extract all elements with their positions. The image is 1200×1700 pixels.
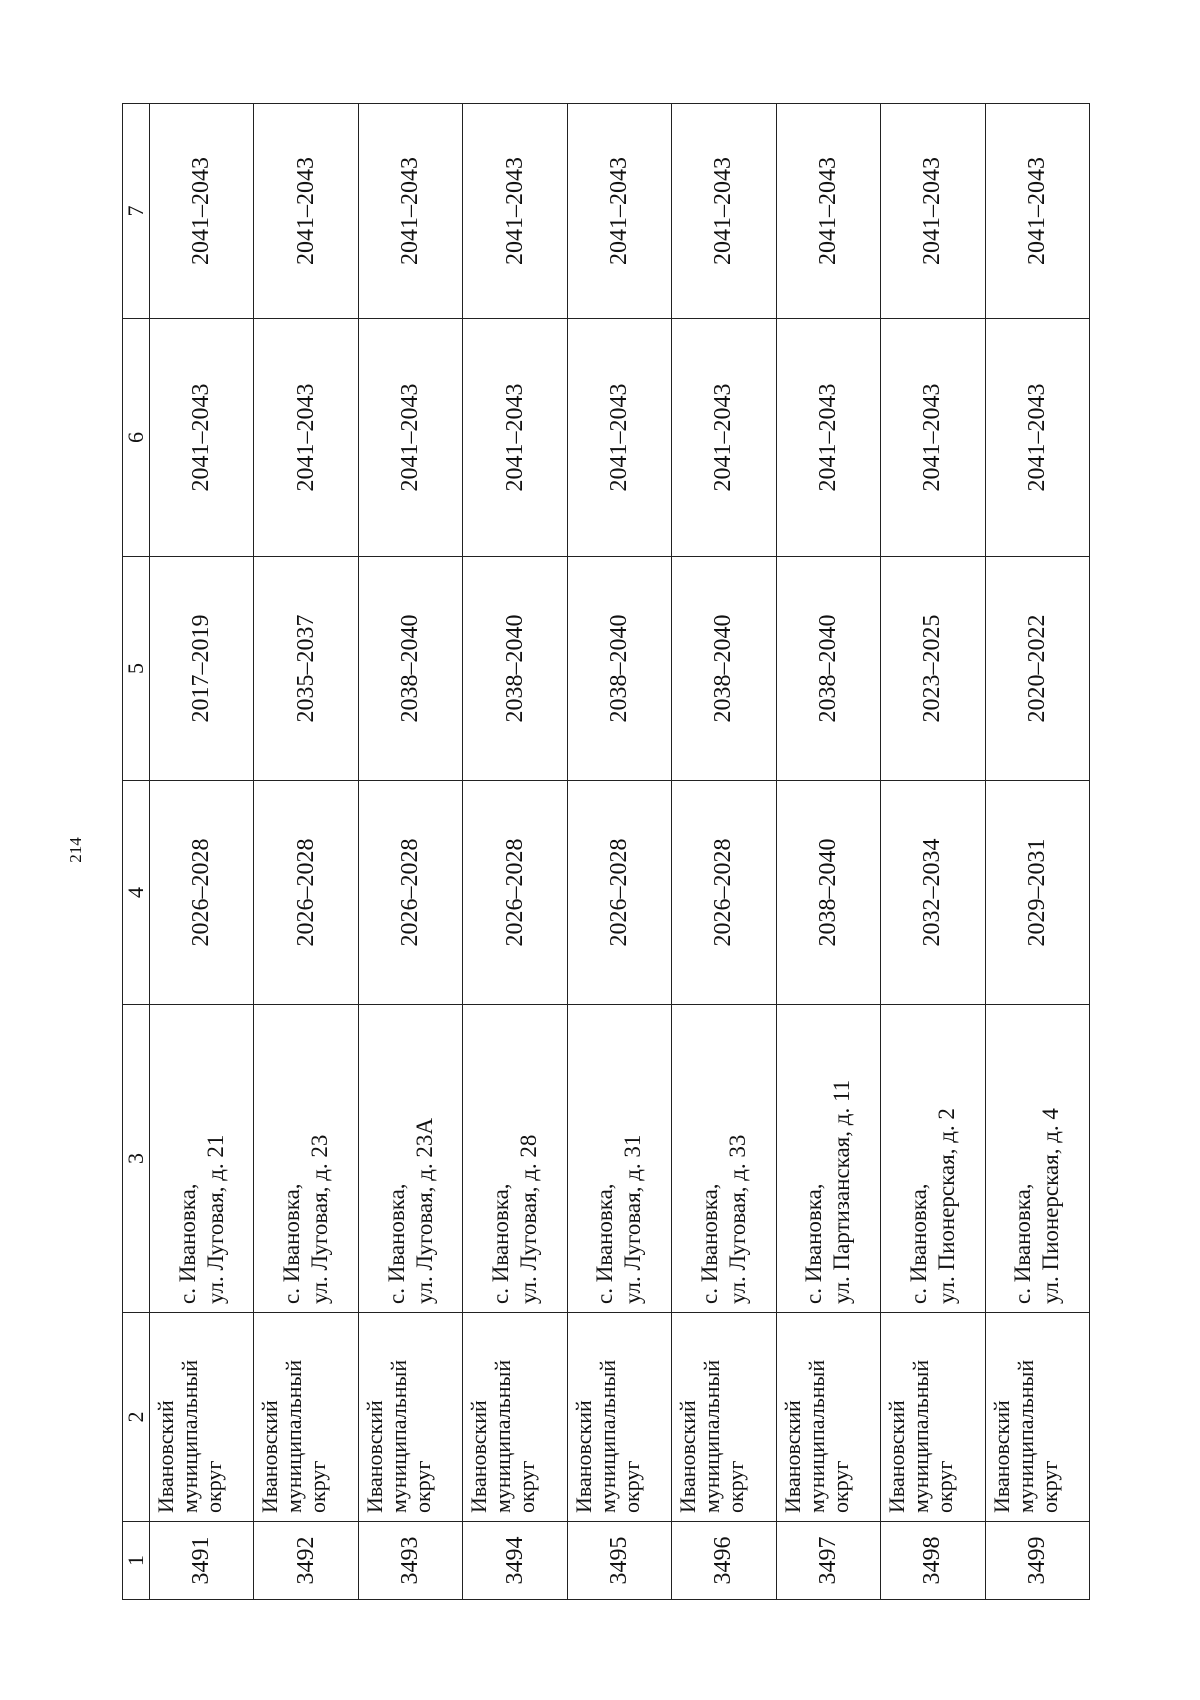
page-number: 214 <box>66 837 85 863</box>
row-number-cell: 3491 <box>150 1522 254 1600</box>
table-row <box>358 104 462 1600</box>
period-cell-col4: 2026–2028 <box>358 781 462 1005</box>
table-row <box>985 104 1090 1600</box>
row-number-cell: 3499 <box>985 1522 1090 1600</box>
row-number-cell: 3498 <box>881 1522 985 1600</box>
row-number-cell: 3492 <box>254 1522 358 1600</box>
row-number-cell: 3493 <box>358 1522 462 1600</box>
row-number-cell: 3496 <box>672 1522 776 1600</box>
district-line: округ <box>514 1460 540 1513</box>
address-line: с. Ивановка, <box>488 1183 514 1304</box>
column-number-4: 4 <box>123 781 150 1005</box>
period-cell-col6: 2041–2043 <box>567 319 671 557</box>
address-line: ул. Пионерская, д. 2 <box>933 1108 959 1304</box>
district-line: муниципальный <box>699 1359 725 1513</box>
period-cell-col7: 2041–2043 <box>150 104 254 319</box>
address-line: с. Ивановка, <box>801 1183 827 1304</box>
district-line: Ивановский <box>466 1400 492 1513</box>
registry-table <box>122 103 1090 1600</box>
district-line: Ивановский <box>257 1400 283 1513</box>
district-line: муниципальный <box>803 1359 829 1513</box>
period-cell-col7: 2041–2043 <box>254 104 358 319</box>
address-line: с. Ивановка, <box>696 1183 722 1304</box>
registry-table-container <box>122 104 1090 1600</box>
row-number-cell: 3495 <box>567 1522 671 1600</box>
address-line: с. Ивановка, <box>592 1183 618 1304</box>
column-number-row <box>123 104 150 1600</box>
district-line: Ивановский <box>884 1400 910 1513</box>
address-line: с. Ивановка, <box>905 1183 931 1304</box>
table-row <box>150 104 254 1600</box>
period-cell-col4: 2026–2028 <box>150 781 254 1005</box>
address-line: ул. Луговая, д. 33 <box>724 1134 750 1304</box>
period-cell-col4: 2026–2028 <box>672 781 776 1005</box>
address-line: с. Ивановка, <box>174 1183 200 1304</box>
table-row <box>881 104 985 1600</box>
period-cell-col6: 2041–2043 <box>881 319 985 557</box>
period-cell-col5: 2038–2040 <box>672 557 776 781</box>
period-cell-col7: 2041–2043 <box>881 104 985 319</box>
address-line: с. Ивановка, <box>279 1183 305 1304</box>
address-cell <box>672 1005 776 1313</box>
address-line: ул. Луговая, д. 23 <box>307 1134 333 1304</box>
table-row <box>254 104 358 1600</box>
period-cell-col5: 2023–2025 <box>881 557 985 781</box>
district-cell <box>567 1313 671 1522</box>
district-line: муниципальный <box>385 1359 411 1513</box>
district-line: муниципальный <box>177 1359 202 1513</box>
address-line: ул. Луговая, д. 23А <box>411 1117 437 1304</box>
district-line: муниципальный <box>908 1359 934 1513</box>
period-cell-col5: 2017–2019 <box>150 557 254 781</box>
district-line: округ <box>305 1460 331 1513</box>
district-line: округ <box>827 1460 853 1513</box>
address-line: ул. Луговая, д. 31 <box>620 1134 646 1304</box>
row-number-cell: 3494 <box>463 1522 567 1600</box>
column-number-3: 3 <box>123 1005 150 1313</box>
table-body <box>150 104 1090 1600</box>
district-line: округ <box>618 1460 644 1513</box>
district-cell <box>881 1313 985 1522</box>
district-line: Ивановский <box>675 1400 701 1513</box>
period-cell-col5: 2038–2040 <box>463 557 567 781</box>
period-cell-col7: 2041–2043 <box>567 104 671 319</box>
period-cell-col6: 2041–2043 <box>776 319 880 557</box>
period-cell-col5: 2038–2040 <box>776 557 880 781</box>
address-cell <box>150 1005 254 1313</box>
district-line: муниципальный <box>594 1359 620 1513</box>
district-line: округ <box>723 1460 749 1513</box>
district-cell <box>776 1313 880 1522</box>
period-cell-col6: 2041–2043 <box>254 319 358 557</box>
district-line: Ивановский <box>779 1400 805 1513</box>
district-line: муниципальный <box>490 1359 516 1513</box>
period-cell-col7: 2041–2043 <box>672 104 776 319</box>
address-line: с. Ивановка, <box>383 1183 409 1304</box>
district-line: округ <box>409 1460 435 1513</box>
address-cell <box>776 1005 880 1313</box>
table-row <box>776 104 880 1600</box>
table-row <box>672 104 776 1600</box>
district-line: Ивановский <box>153 1400 178 1513</box>
column-number-2: 2 <box>123 1313 150 1522</box>
district-line: муниципальный <box>1012 1359 1038 1513</box>
address-line: ул. Луговая, д. 28 <box>516 1134 542 1304</box>
column-number-7: 7 <box>123 104 150 319</box>
column-number-6: 6 <box>123 319 150 557</box>
period-cell-col4: 2026–2028 <box>463 781 567 1005</box>
address-cell <box>463 1005 567 1313</box>
row-number-cell: 3497 <box>776 1522 880 1600</box>
period-cell-col6: 2041–2043 <box>985 319 1090 557</box>
period-cell-col4: 2026–2028 <box>567 781 671 1005</box>
district-line: округ <box>1036 1460 1062 1513</box>
address-line: ул. Луговая, д. 21 <box>202 1134 228 1304</box>
address-cell <box>358 1005 462 1313</box>
table-row <box>567 104 671 1600</box>
period-cell-col6: 2041–2043 <box>463 319 567 557</box>
period-cell-col7: 2041–2043 <box>358 104 462 319</box>
address-cell <box>881 1005 985 1313</box>
period-cell-col4: 2038–2040 <box>776 781 880 1005</box>
district-cell <box>985 1313 1090 1522</box>
district-cell <box>358 1313 462 1522</box>
period-cell-col5: 2038–2040 <box>567 557 671 781</box>
period-cell-col7: 2041–2043 <box>985 104 1090 319</box>
district-line: Ивановский <box>361 1400 387 1513</box>
district-line: Ивановский <box>570 1400 596 1513</box>
period-cell-col6: 2041–2043 <box>150 319 254 557</box>
table-row <box>463 104 567 1600</box>
district-line: муниципальный <box>281 1359 307 1513</box>
district-cell <box>463 1313 567 1522</box>
period-cell-col5: 2038–2040 <box>358 557 462 781</box>
period-cell-col4: 2032–2034 <box>881 781 985 1005</box>
period-cell-col7: 2041–2043 <box>463 104 567 319</box>
period-cell-col4: 2029–2031 <box>985 781 1090 1005</box>
address-cell <box>254 1005 358 1313</box>
district-cell <box>150 1313 254 1522</box>
district-line: округ <box>932 1460 958 1513</box>
column-number-1: 1 <box>123 1522 150 1600</box>
period-cell-col6: 2041–2043 <box>358 319 462 557</box>
district-line: Ивановский <box>988 1400 1014 1513</box>
period-cell-col5: 2020–2022 <box>985 557 1090 781</box>
address-cell <box>567 1005 671 1313</box>
address-line: ул. Пионерская, д. 4 <box>1038 1108 1064 1304</box>
period-cell-col6: 2041–2043 <box>672 319 776 557</box>
district-line: округ <box>201 1460 226 1513</box>
column-number-5: 5 <box>123 557 150 781</box>
address-line: ул. Партизанская, д. 11 <box>829 1079 855 1304</box>
address-cell <box>985 1005 1090 1313</box>
period-cell-col5: 2035–2037 <box>254 557 358 781</box>
district-cell <box>672 1313 776 1522</box>
period-cell-col4: 2026–2028 <box>254 781 358 1005</box>
district-cell <box>254 1313 358 1522</box>
period-cell-col7: 2041–2043 <box>776 104 880 319</box>
address-line: с. Ивановка, <box>1010 1183 1036 1304</box>
